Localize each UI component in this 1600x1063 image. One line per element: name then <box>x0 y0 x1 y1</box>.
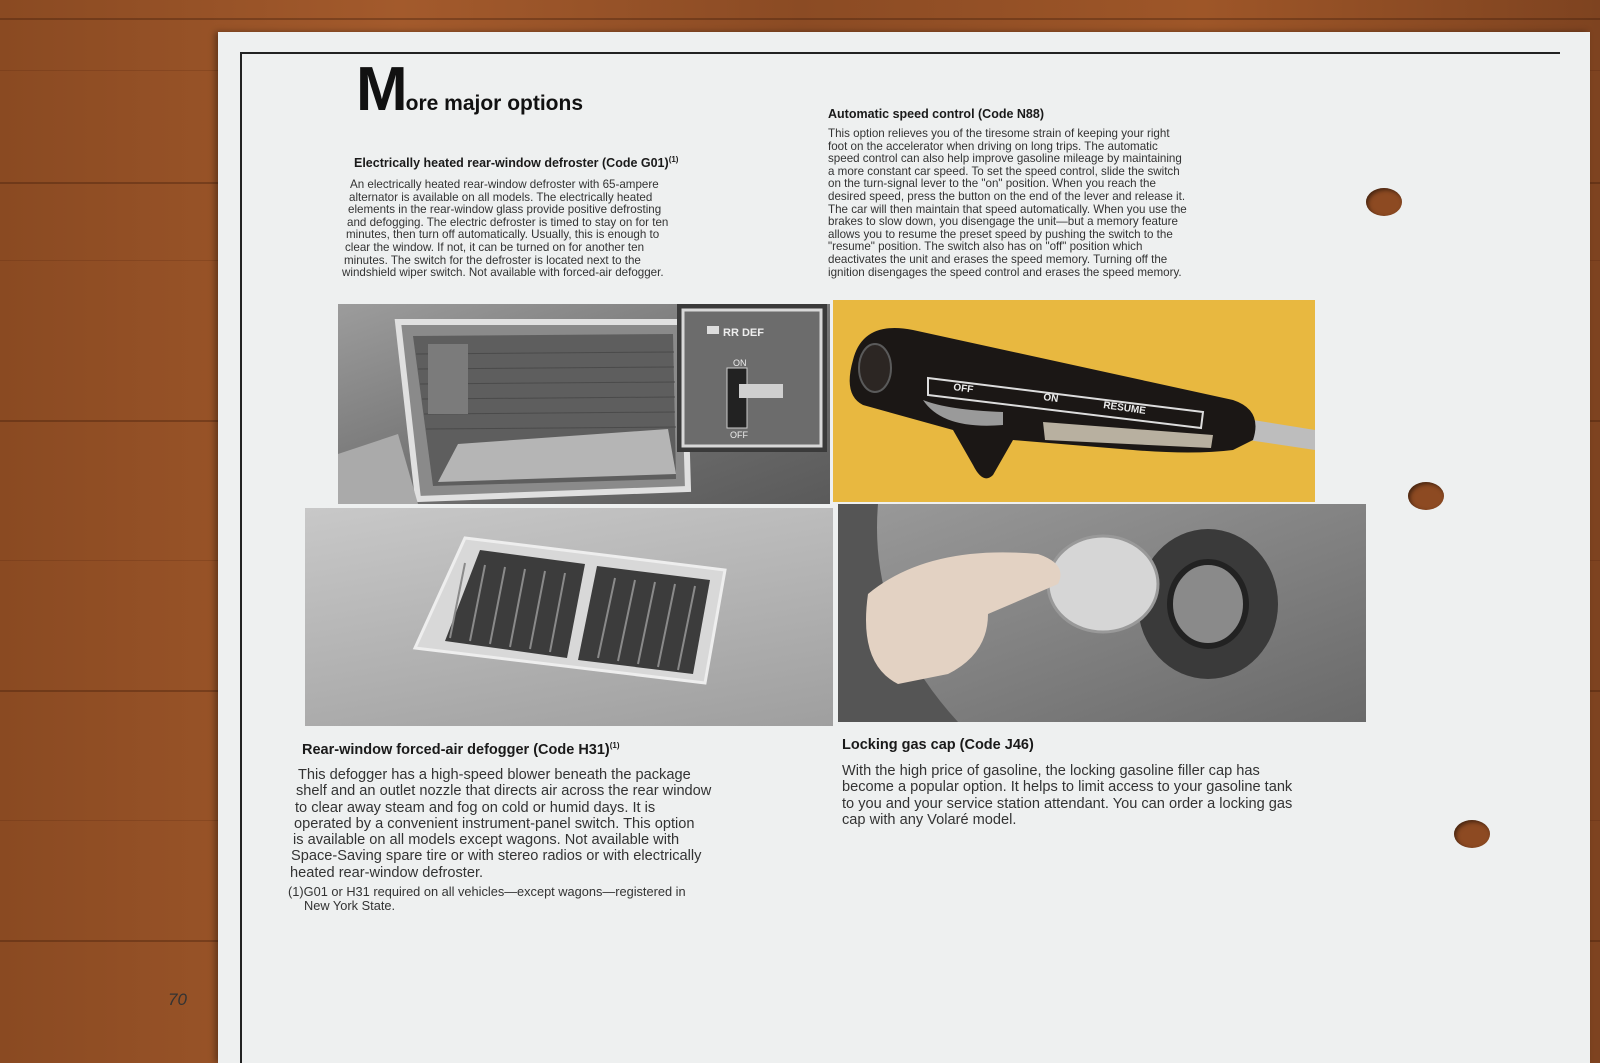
wood-plank-seam <box>0 18 1600 20</box>
speed-control-lever-photo <box>833 300 1315 502</box>
text-line: With the high price of gasoline, the locking gasoline filler cap has <box>842 763 1260 779</box>
text-line: a more constant car speed. To set the speed control, slide the switch <box>828 164 1180 178</box>
text-line: This defogger has a high-speed blower beneath the package <box>298 767 691 783</box>
text-line: on the turn-signal lever to the "on" position. When you reach the <box>828 177 1156 191</box>
text-line: speed control can also help improve gasoline mileage by maintaining <box>828 152 1182 166</box>
text-line: brakes to slow down, you disengage the unit—but a memory feature <box>828 215 1178 229</box>
text-line: ignition disengages the speed control and erases the speed memory. <box>828 265 1182 279</box>
gas-cap-illustration <box>838 504 1366 722</box>
text-line: to you and your service station attendant. You can order a locking gas <box>842 795 1293 812</box>
switch-off-label: OFF <box>730 430 748 440</box>
air-vent-illustration <box>305 508 833 726</box>
text-line: clear the window. If not, it can be turned on for another ten <box>345 240 645 254</box>
binder-hole <box>1408 482 1444 510</box>
text-line: cap with any Volaré model. <box>842 811 1017 828</box>
text-line: allows you to resume the preset speed by pushing the switch to the <box>828 227 1173 241</box>
text-line: An electrically heated rear-window defroster with 65-ampere <box>350 178 659 191</box>
text-line: to clear away steam and fog on cold or humid days. It is <box>295 799 656 816</box>
text-line: Space-Saving spare tire or with stereo radios or with electrically <box>291 848 702 865</box>
page-number: 70 <box>168 990 187 1009</box>
defroster-body <box>342 179 668 280</box>
text-line: elements in the rear-window glass provide positive defrosting <box>348 203 662 217</box>
text-line: "resume" position. The switch also has on "off" position which <box>828 240 1143 254</box>
text-line: heated rear-window defroster. <box>290 864 484 881</box>
defogger-body <box>290 767 711 881</box>
page-frame-left <box>240 52 242 1063</box>
text-line: deactivates the unit and erases the speed memory. Turning off the <box>828 252 1168 266</box>
brochure-page <box>218 32 1590 1063</box>
text-line: desired speed, press the button on the end of the lever and release it. <box>828 189 1186 203</box>
text-line: foot on the accelerator when driving on long trips. The automatic <box>828 139 1158 153</box>
binder-hole <box>1454 820 1490 848</box>
text-line: shelf and an outlet nozzle that directs air across the rear window <box>296 783 712 800</box>
text-line: This option relieves you of the tiresome strain of keeping your right <box>828 127 1170 140</box>
speed-control-heading: Automatic speed control (Code N88) <box>828 107 1044 121</box>
switch-on-label: ON <box>733 358 747 368</box>
gas-cap-body <box>842 763 1292 828</box>
defroster-switch-photo <box>677 304 827 452</box>
gas-cap-photo <box>838 504 1366 722</box>
text-line: The car will then maintain that speed automatically. When you use the <box>828 202 1187 216</box>
lever-on-label: ON <box>1042 392 1059 406</box>
speed-control-body <box>828 128 1187 279</box>
gas-cap-heading: Locking gas cap (Code J46) <box>842 737 1034 753</box>
text-line: minutes, then turn off automatically. Usually, this is enough to <box>346 228 660 242</box>
defogger-heading: Rear-window forced-air defogger (Code H31)$^{(1)}$ <box>302 741 620 758</box>
text-line: operated by a convenient instrument-panel switch. This option <box>294 815 695 832</box>
text-line: and defogging. The electric defroster is timed to stay on for ten <box>347 215 669 229</box>
text-line: become a popular option. It helps to limit access to your gasoline tank <box>842 779 1293 796</box>
defroster-heading: Electrically heated rear-window defroster (Code G01)$^{(1)}$ <box>354 155 679 171</box>
page-title: More major options <box>356 55 584 124</box>
switch-label: RR DEF <box>723 327 764 339</box>
defroster-switch-panel <box>677 304 827 452</box>
text-line: minutes. The switch for the defroster is located next to the <box>344 253 641 267</box>
binder-hole <box>1366 188 1402 216</box>
text-line: windshield wiper switch. Not available with forced-air defogger. <box>342 266 664 280</box>
text-line: alternator is available on all models. The electrically heated <box>349 190 653 204</box>
footnote <box>288 885 686 913</box>
lever-illustration <box>833 300 1315 502</box>
text-line: is available on all models except wagons. Not available with <box>293 832 680 849</box>
footnote-line: New York State. <box>304 898 396 913</box>
footnote-line: (1)G01 or H31 required on all vehicles—except wagons—registered in <box>288 884 686 899</box>
lever-resume-label: RESUME <box>1102 400 1147 417</box>
lever-off-label: OFF <box>952 382 974 396</box>
air-vent-photo <box>305 508 833 726</box>
